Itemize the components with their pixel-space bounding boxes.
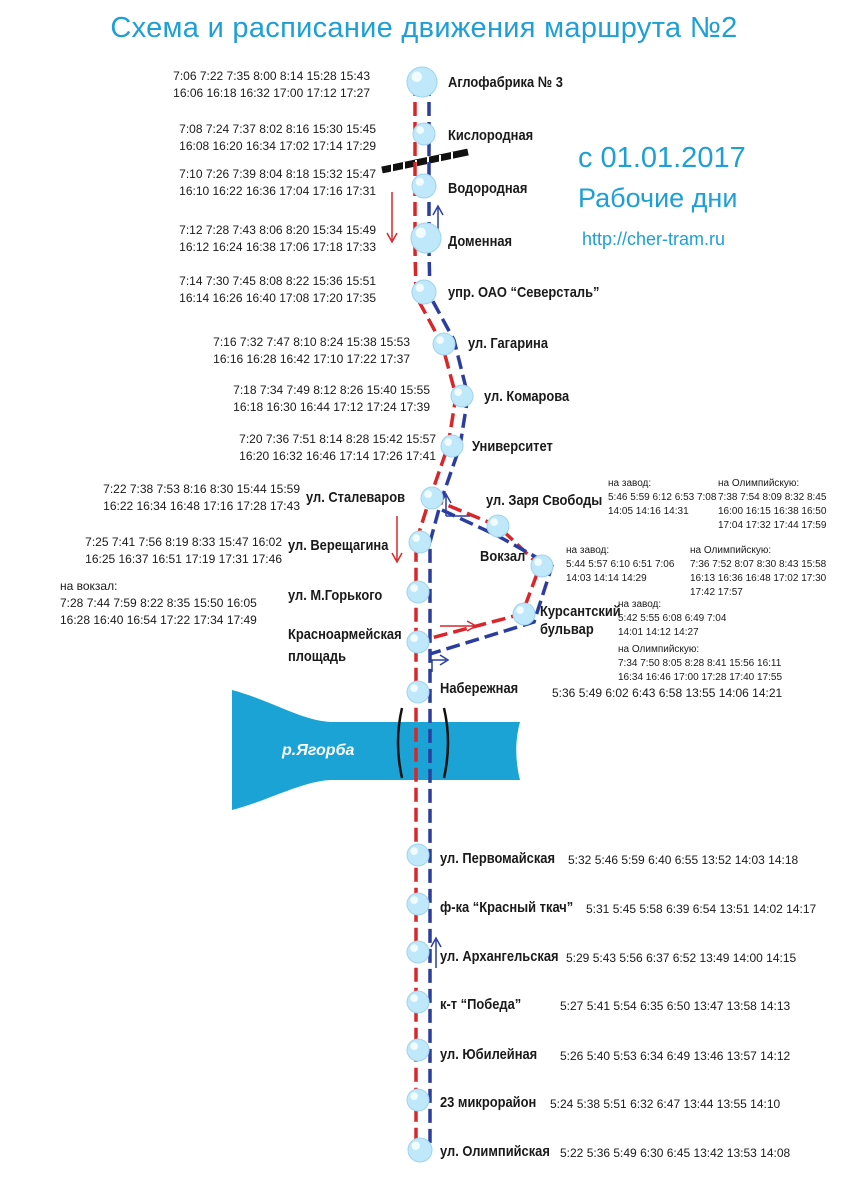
stop-ball <box>433 333 455 355</box>
stop-ball-highlight <box>410 1042 418 1050</box>
stop-ball-highlight <box>412 72 423 83</box>
stop-m-gorkogo: ул. М.Горького <box>288 587 383 604</box>
stop-ball <box>407 67 437 97</box>
stop-komarova: ул. Комарова <box>484 388 570 405</box>
stop-ball <box>487 515 509 537</box>
schedule-yubileynaya: 5:26 5:40 5:53 6:34 6:49 13:46 13:57 14:12 <box>560 1049 791 1063</box>
stop-ball <box>407 631 429 653</box>
stop-ball-highlight <box>410 944 418 952</box>
valid-from: с 01.01.2017 <box>578 142 746 174</box>
stop-pobeda: к-т “Победа” <box>440 996 522 1013</box>
stop-ball <box>412 280 436 304</box>
stop-ball-highlight <box>424 490 432 498</box>
stop-kursantsky-line2: бульвар <box>540 621 594 638</box>
stop-domennaya: Доменная <box>448 233 513 250</box>
stop-kislorodnaya: Кислородная <box>448 127 534 144</box>
schedule-severstal: 7:14 7:30 7:45 8:08 8:22 15:36 15:51 16:14 16:26 16:40 17:08 17:20 17:35 <box>179 274 376 305</box>
stop-yubileynaya: ул. Юбилейная <box>440 1046 538 1063</box>
stop-ball <box>412 174 436 198</box>
schedule-kursantsky-olymp: на Олимпийскую: 7:34 7:50 8:05 8:28 8:41 15:56 16:11 16:34 16:46 17:00 17:28 17:40 17:55 <box>618 644 783 683</box>
stop-ball-highlight <box>410 1092 418 1100</box>
stop-ball <box>407 991 429 1013</box>
stop-ball <box>409 531 431 553</box>
stop-ball-highlight <box>410 684 418 692</box>
stop-ball <box>407 893 429 915</box>
river-label: р.Ягорба <box>282 742 355 759</box>
schedule-stalevarov: 7:22 7:38 7:53 8:16 8:30 15:44 15:59 16:22 16:34 16:48 17:16 17:28 17:43 <box>103 482 300 513</box>
railway-crossing <box>382 152 468 172</box>
stop-krasnoarmeyskaya-line2: площадь <box>288 648 347 665</box>
schedule-vokzal-zavod: на завод: 5:44 5:57 6:10 6:51 7:06 14:03 14:14 14:29 <box>566 545 675 584</box>
stop-ball <box>451 385 473 407</box>
schedule-arkhangelskaya: 5:29 5:43 5:56 6:37 6:52 13:49 14:00 14:15 <box>566 951 797 965</box>
stop-ball-highlight <box>534 558 542 566</box>
stop-ball <box>411 223 441 253</box>
stop-ball <box>413 123 435 145</box>
stop-krasny-tkach: ф-ка “Красный ткач” <box>440 899 574 916</box>
stop-ball <box>407 941 429 963</box>
river <box>232 690 520 810</box>
stop-ball <box>408 1138 432 1162</box>
stop-naberezhnaya: Набережная <box>440 680 519 697</box>
schedule-domennaya: 7:12 7:28 7:43 8:06 8:20 15:34 15:49 16:12 16:24 16:38 17:06 17:18 17:33 <box>179 223 376 254</box>
stop-vereshchagina: ул. Верещагина <box>288 537 389 554</box>
stop-ball-highlight <box>416 284 424 292</box>
stop-ball <box>407 681 429 703</box>
stop-olimpiyskaya: ул. Олимпийская <box>440 1143 550 1160</box>
stop-krasnoarmeyskaya-line1: Красноармейская <box>288 626 402 643</box>
schedule-krasny-tkach: 5:31 5:45 5:58 6:39 6:54 13:51 14:02 14:17 <box>586 902 817 916</box>
stop-universitet: Университет <box>472 438 553 455</box>
stop-ball-highlight <box>454 388 462 396</box>
schedule-pervomayskaya: 5:32 5:46 5:59 6:40 6:55 13:52 14:03 14:18 <box>568 853 799 867</box>
stop-ball <box>441 435 463 457</box>
schedule-vokzal-olymp: на Олимпийскую: 7:36 7:52 8:07 8:30 8:43 15:58 16:13 16:36 16:48 17:02 17:30 17:42 17:57 <box>690 545 827 598</box>
stop-ball <box>531 555 553 577</box>
schedule-kislorodnaya: 7:08 7:24 7:37 8:02 8:16 15:30 15:45 16:08 16:20 16:34 17:02 17:14 17:29 <box>179 122 376 153</box>
stop-vodorodnaya: Водородная <box>448 180 528 197</box>
schedule-krasnoarmeyskaya: на вокзал: 7:28 7:44 7:59 8:22 8:35 15:50 16:05 16:28 16:40 16:54 17:22 17:34 17:49 <box>60 579 257 627</box>
stop-ball-highlight <box>490 518 498 526</box>
schedule-aglofabrika: 7:06 7:22 7:35 8:00 8:14 15:28 15:43 16:06 16:18 16:32 17:00 17:12 17:27 <box>173 69 370 100</box>
stop-ball <box>407 581 429 603</box>
stop-ball-highlight <box>412 534 420 542</box>
schedule-komarova: 7:18 7:34 7:49 8:12 8:26 15:40 15:55 16:18 16:30 16:44 17:12 17:24 17:39 <box>233 383 430 414</box>
schedule-gagarina: 7:16 7:32 7:47 8:10 8:24 15:38 15:53 16:16 16:28 16:42 17:10 17:22 17:37 <box>213 335 410 366</box>
stop-pervomayskaya: ул. Первомайская <box>440 850 555 867</box>
stop-ball-highlight <box>436 336 444 344</box>
schedule-vodorodnaya: 7:10 7:26 7:39 8:04 8:18 15:32 15:47 16:10 16:22 16:36 17:04 17:16 17:31 <box>179 167 376 198</box>
stop-ball <box>407 1089 429 1111</box>
stop-ball-highlight <box>410 847 418 855</box>
stop-aglofabrika: Аглофабрика № 3 <box>448 74 563 91</box>
stop-23-mikrorayon: 23 микрорайон <box>440 1094 537 1111</box>
stop-arkhangelskaya: ул. Архангельская <box>440 948 559 965</box>
stop-gagarina: ул. Гагарина <box>468 335 549 352</box>
stop-stalevarov: ул. Сталеваров <box>306 489 406 506</box>
schedule-olimpiyskaya: 5:22 5:36 5:49 6:30 6:45 13:42 13:53 14:08 <box>560 1146 791 1160</box>
schedule-23-mikrorayon: 5:24 5:38 5:51 6:32 6:47 13:44 13:55 14:10 <box>550 1097 781 1111</box>
stop-ball-highlight <box>410 634 418 642</box>
schedule-universitet: 7:20 7:36 7:51 8:14 8:28 15:42 15:57 16:20 16:32 16:46 17:14 17:26 17:41 <box>239 432 436 463</box>
site-link[interactable]: http://cher-tram.ru <box>582 229 726 249</box>
stop-ball-highlight <box>412 1142 420 1150</box>
schedule-zarya-svobody-olymp: на Олимпийскую: 7:38 7:54 8:09 8:32 8:45 16:00 16:15 16:38 16:50 17:04 17:32 17:44 17:59 <box>718 478 827 531</box>
stop-ball-highlight <box>516 606 524 614</box>
day-type: Рабочие дни <box>578 183 738 213</box>
stop-vokzal: Вокзал <box>480 548 526 565</box>
stop-ball <box>513 603 535 625</box>
stop-ball-highlight <box>444 438 452 446</box>
schedule-zarya-svobody-zavod: на завод: 5:46 5:59 6:12 6:53 7:08 14:05 14:16 14:31 <box>608 478 717 517</box>
schedule-naberezhnaya: 5:36 5:49 6:02 6:43 6:58 13:55 14:06 14:21 <box>552 686 783 700</box>
stop-ball-highlight <box>416 178 424 186</box>
schedule-pobeda: 5:27 5:41 5:54 6:35 6:50 13:47 13:58 14:13 <box>560 999 791 1013</box>
stop-ball <box>421 487 443 509</box>
stop-ball-highlight <box>416 126 424 134</box>
schedule-vereshchagina: 7:25 7:41 7:56 8:19 8:33 15:47 16:02 16:25 16:37 16:51 17:19 17:31 17:46 <box>85 535 282 566</box>
stop-kursantsky-line1: Курсантский <box>540 603 621 620</box>
stop-ball-highlight <box>410 896 418 904</box>
stop-ball <box>407 1039 429 1061</box>
stop-zarya-svobody: ул. Заря Свободы <box>486 492 603 509</box>
stop-ball-highlight <box>410 994 418 1002</box>
schedule-kursantsky-zavod: на завод: 5:42 5:55 6:08 6:49 7:04 14:01 14:12 14:27 <box>618 599 727 638</box>
stop-ball <box>407 844 429 866</box>
stop-ball-highlight <box>410 584 418 592</box>
stop-ball-highlight <box>416 228 427 239</box>
stop-severstal: упр. ОАО “Северсталь” <box>448 284 600 301</box>
page-title: Схема и расписание движения маршрута №2 <box>110 12 738 44</box>
